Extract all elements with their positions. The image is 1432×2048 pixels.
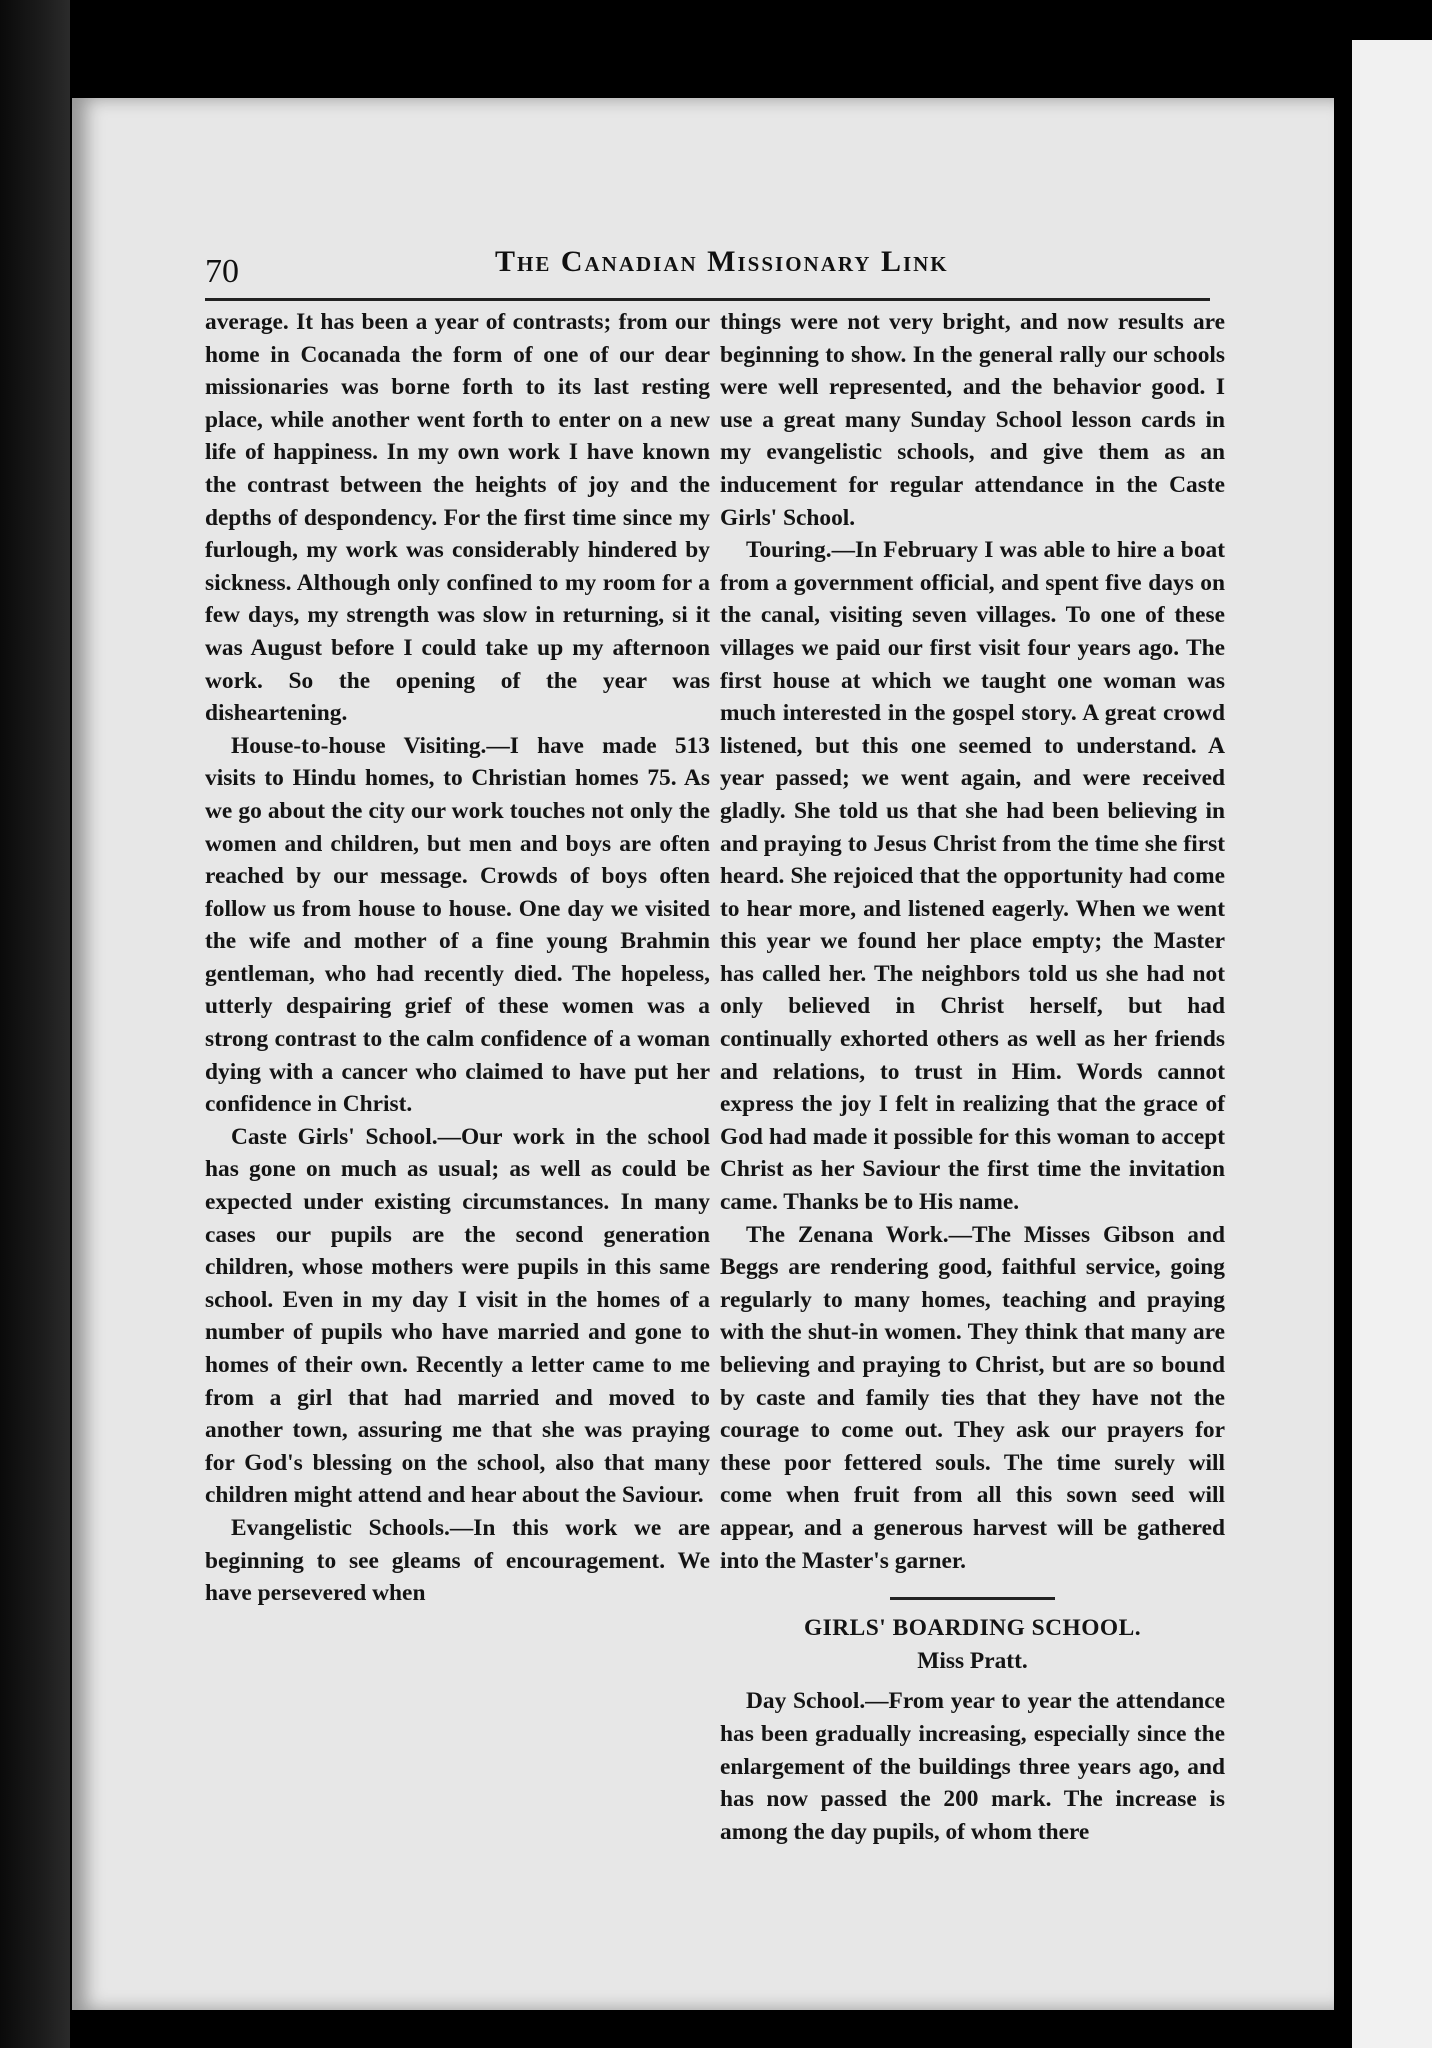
paragraph-evangelistic-schools: Evangelistic Schools.—In this work we are beginning to see gleams of encouragement. We have persevered when (205, 1514, 710, 1607)
paragraph-house-visiting: House-to-house Visiting.—I have made 513 visits to Hindu homes, to Christian homes 75. As we go about the city our work touches not only the women and children, but men and boys are often reached by our message. Crowds of boys often follow us from house to house. One day we visited the wife and mother of a fine young Brahmin gentleman, who had recently died. The hopeless, utterly despairing grief of these women was a strong contrast to the calm confidence of a woman dying with a cancer who claimed to have put her confidence in Christ. (205, 732, 710, 1118)
paragraph-caste-girls-school: Caste Girls' School.—Our work in the school has gone on much as usual; as well as could be expected under existing circumstances. In many cases our pupils are the second generation children, whose mothers were pupils in this same school. Even in my day I visit in the homes of a number of pupils who have married and gone to homes of their own. Recently a letter came to me from a girl that had married and moved to another town, assuring me that she was praying for God's blessing on the school, also that many children might attend and hear about the Saviour. (205, 1123, 710, 1509)
paragraph-day-school: Day School.—From year to year the attendance has been gradually increasing, especially since the enlargement of the buildings three years ago, and has now passed the 200 mark. The increase is among the day pupils, of whom there (720, 1688, 1225, 1845)
journal-title: The Canadian Missionary Link (495, 245, 949, 278)
paragraph-touring: Touring.—In February I was able to hire a boat from a government official, and spent five days on the canal, visiting seven villages. To one of these villages we paid our first visit four years ago. The first house at which we taught one woman was much interested in the gospel story. A great crowd listened, but this one seemed to understand. A year passed; we went again, and were received gladly. She told us that she had been believing in and praying to Jesus Christ from the time she first heard. She rejoiced that the opportunity had come to hear more, and listened eagerly. When we went this year we found her place empty; the Master has called her. The neighbors told us she had not only believed in Christ herself, but had continually exhorted others as well as her friends and relations, to trust in Him. Words cannot express the joy I felt in realizing that the grace of God had made it possible for this woman to accept Christ as her Saviour the first time the invitation came. Thanks be to His name. (720, 537, 1225, 1216)
paragraph-zenana-work: The Zenana Work.—The Misses Gibson and Beggs are rendering good, faithful service, going regularly to many homes, teaching and praying with the shut-in women. They think that many are believing and praying to Christ, but are so bound by caste and family ties that they have not the courage to come out. They ask our prayers for these poor fettered souls. The time surely will come when fruit from all this sown seed will appear, and a generous harvest will be gathered into the Master's garner. (720, 1221, 1225, 1574)
section-author: Miss Pratt. (917, 1647, 1028, 1674)
paragraph-continued: things were not very bright, and now results are beginning to show. In the general rally our schools were well represented, and the behavior good. I use a great many Sunday School lesson cards in my evangelistic schools, and give them as an inducement for regular attendance in the Caste Girls' School. (720, 309, 1225, 531)
right-column (720, 306, 1225, 1848)
header-rule (205, 298, 1210, 301)
page-number: 70 (205, 253, 239, 290)
section-title: GIRLS' BOARDING SCHOOL. (803, 1615, 1142, 1642)
running-header (205, 245, 1210, 297)
left-column (205, 306, 710, 1610)
paragraph-year-of-contrasts: average. It has been a year of contrasts; from our home in Cocanada the form of one of our dear missionaries was borne forth to its last resting place, while another went forth to enter on a new life of happiness. In my own work I have known the contrast between the heights of joy and the depths of despondency. For the first time since my furlough, my work was considerably hindered by sickness. Although only confined to my room for a few days, my strength was slow in returning, si it was August before I could take up my afternoon work. So the opening of the year was disheartening. (205, 309, 710, 727)
section-divider (890, 1597, 1055, 1600)
book-spine (0, 0, 70, 2048)
next-page-edge (1352, 40, 1432, 2048)
page-gutter (1334, 40, 1352, 2048)
